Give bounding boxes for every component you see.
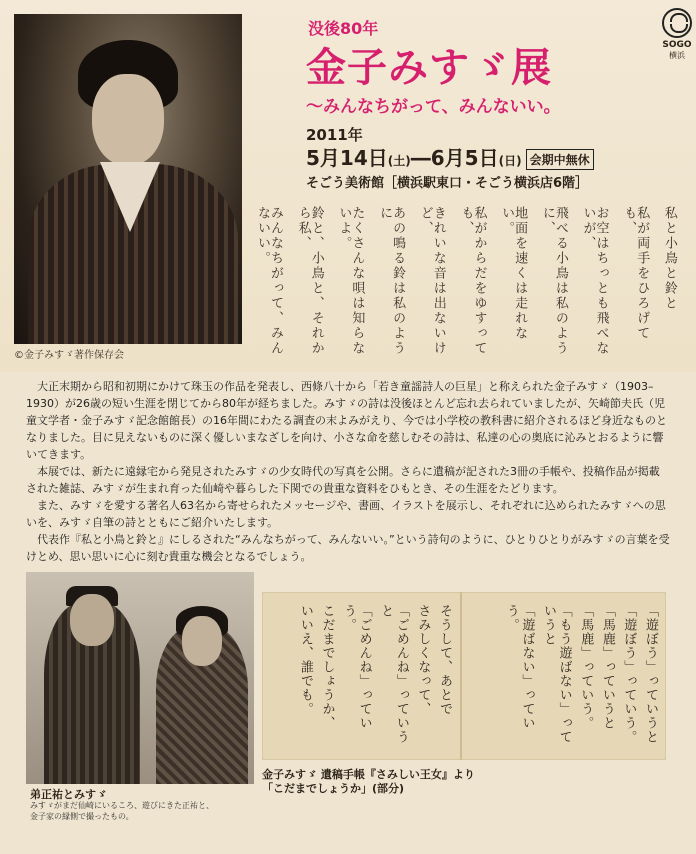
date-dash: ―: [410, 146, 431, 170]
no-holiday-badge: 会期中無休: [526, 149, 594, 170]
manuscript-line: 「もう遊ばない」っていうと: [541, 604, 572, 744]
sibling-photo-note: [30, 800, 250, 822]
sogo-logo-icon: [662, 8, 692, 38]
description-paragraph: また、みすゞを愛する著名人63名から寄せられたメッセージや、書画、イラストを展示し、それぞれに込められたみすゞへの思いを、みすゞ自筆の詩とともにご紹介いたします。: [26, 499, 666, 529]
logo-store: 横浜: [669, 51, 685, 60]
description: [26, 378, 670, 565]
description-paragraph: 代表作『私と小鳥と鈴と』にしるされた“みんなちがって、みんないい。”という詩句のように、ひとりひとりがみすゞの言葉を受けとめ、思い思いに心に刻む貴重な機会となるでしょう。: [26, 533, 670, 563]
date-end: 6月5日: [430, 146, 499, 170]
poem-line: みんなちがって、みんないい。: [255, 206, 283, 356]
date-end-dow: (日): [498, 154, 522, 168]
date-start-dow: (土): [387, 154, 411, 168]
venue: そごう美術館［横浜駅東口・そごう横浜店6階］: [306, 176, 589, 191]
poem-line: 鈴と、小鳥と、それから私、: [295, 206, 324, 356]
photo-boy-head: [70, 594, 114, 646]
poem-line: あの鳴る鈴は私のように: [377, 206, 406, 356]
poem-line: 地面を速くは走れない。: [499, 206, 528, 341]
description-paragraph: 大正末期から昭和初期にかけて珠玉の作品を発表し、西條八十から「若き童謡詩人の巨星」と称えられた金子みすゞ（1903–1930）が26歳の短い生涯を閉じてから80年が経ちました。みすゞの詩は没後ほとんど忘れ去られていましたが、矢崎節夫氏（児童文学者・金子みすゞ記念館館長）の16年間にわたる調査の末よみがえり、今では小学校の教科書に紹介されるほど身近なものとなりました。目に見えないものに深く優しいまなざしを向け、小さな命を慈しむその詩は、私達の心の奥底に沁みとおるように響いてきます。: [26, 380, 667, 461]
header-area: [0, 0, 696, 372]
manuscript-line: さみしくなって、: [415, 604, 431, 716]
manuscript-caption: [262, 768, 475, 796]
manuscript-image: [262, 592, 666, 760]
poem-line: きれいな音は出ないけど、: [417, 206, 446, 356]
description-paragraph: 本展では、新たに遠縁宅から発見されたみすゞの少女時代の写真を公開。さらに遺稿が記された3冊の手帳や、投稿作品が掲載された雑誌、みすゞが生まれ育った仙崎や暮らした下関での貴重な資料をひもとき、その生涯をたどります。: [26, 465, 660, 495]
exhibition-title: 金子みすゞ展: [306, 44, 552, 91]
year: 2011年: [306, 126, 363, 144]
note-line: 金子家の縁側で撮ったもの。: [30, 812, 134, 821]
manuscript-left-page: [272, 604, 452, 754]
manuscript-line: 「遊ぼう」っていう。: [621, 604, 637, 744]
logo-brand: SOGO: [662, 40, 692, 50]
manuscript-line: 「馬鹿」っていう。: [578, 604, 594, 730]
note-line: みすゞがまだ仙崎にいるころ、遊びにきた正祐と、: [30, 801, 214, 810]
manuscript-caption-line: 「こだまでしょうか」(部分): [262, 782, 405, 795]
date-start: 5月14日: [306, 146, 388, 170]
poem-line: 私がからだをゆすっても、: [458, 206, 487, 356]
manuscript-line: 「馬鹿」っていうと: [599, 604, 615, 730]
manuscript-line: 「ごめんね」っていう。: [341, 604, 372, 730]
manuscript-line: いいえ、誰でも。: [297, 604, 313, 716]
manuscript-right-page: [472, 604, 658, 754]
sogo-logo: [660, 8, 694, 61]
manuscript-line: 「遊ばない」っていう。: [503, 604, 535, 730]
portrait-credit: ©金子みすゞ著作保存会: [14, 350, 124, 361]
sibling-photo: [26, 572, 254, 784]
exhibition-dates: [306, 142, 594, 171]
manuscript-line: 「ごめんね」っていうと: [378, 604, 409, 744]
poem-line: 飛べる小鳥は私のように、: [539, 206, 568, 356]
manuscript-fold: [460, 592, 462, 760]
kicker: 没後80年: [308, 19, 379, 38]
manuscript-line: こだまでしょうか、: [319, 604, 335, 730]
manuscript-line: 「遊ぼう」っていうと: [643, 604, 658, 744]
poem-handwritten: [256, 206, 676, 366]
sibling-photo-caption: 弟正祐とみすゞ: [30, 788, 107, 801]
portrait-photo: [14, 14, 242, 344]
photo-girl-head: [182, 616, 222, 666]
poem-line: 私と小鳥と鈴と: [661, 206, 677, 311]
manuscript-caption-line: 金子みすゞ 遺稿手帳『さみしい王女』より: [262, 768, 475, 781]
manuscript-line: そうして、あとで: [437, 604, 452, 716]
portrait-face: [92, 74, 164, 166]
poem-line: お空はちっとも飛べないが、: [580, 206, 609, 356]
exhibition-subtitle: ～みんなちがって、みんないい。: [306, 97, 561, 117]
poem-line: 私が両手をひろげても、: [621, 206, 650, 341]
poem-line: たくさんな唄は知らないよ。: [336, 206, 365, 356]
